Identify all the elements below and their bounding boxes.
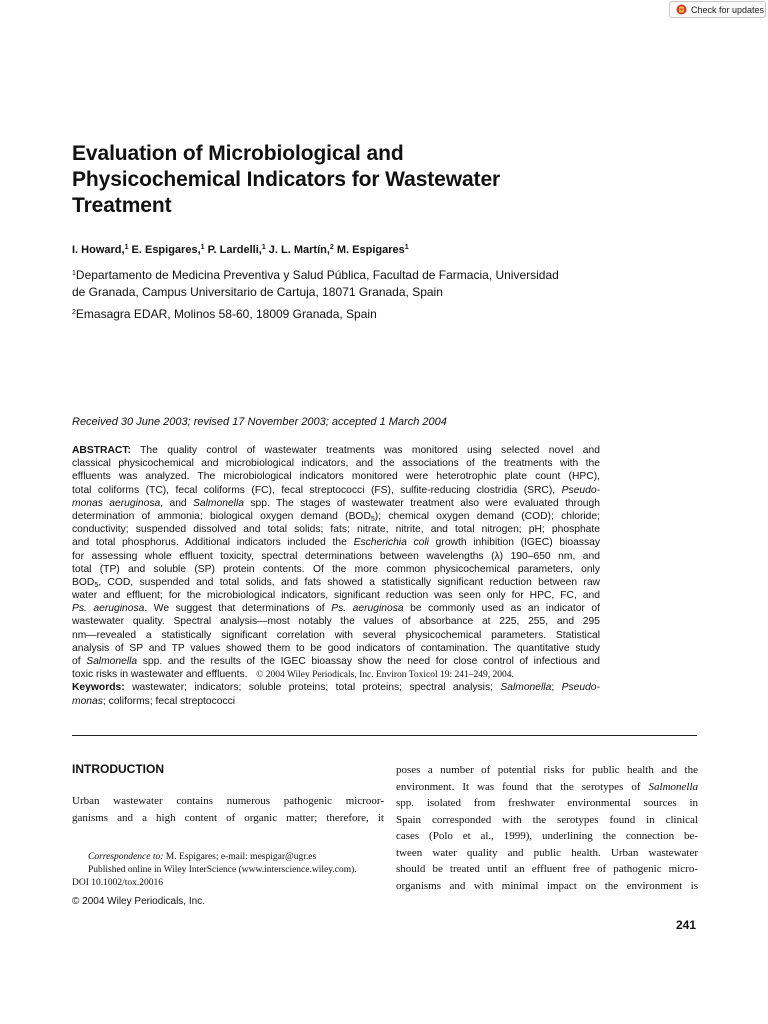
affiliation-text: de Granada, Campus Universitario de Cartuja, 18071 Granada, Spain bbox=[72, 285, 443, 299]
body-text: ganisms and a high content of organic matter; therefore, it bbox=[72, 811, 384, 824]
affiliation-mark: 1 bbox=[261, 244, 266, 251]
affiliation-mark: 2 bbox=[329, 244, 334, 251]
abstract-text: water and effluent; for the microbiological indicators, significant reduction was seen only for HPC, FC, and bbox=[72, 590, 600, 602]
abstract-italic: monas aeruginosa bbox=[72, 497, 161, 509]
abstract-text: total coliforms (TC), fecal coliforms (FC), fecal streptococci (FS), sulfite-reducing clostridia (SRC), bbox=[72, 484, 556, 496]
author-list bbox=[72, 244, 409, 256]
body-text: organisms and with minimal impact on the environment is bbox=[396, 879, 698, 892]
abstract-text: , and bbox=[160, 497, 187, 509]
keyword-italic: Salmonella bbox=[500, 682, 552, 694]
abstract-text: spp. The stages of wastewater treatment also were evaluated through bbox=[250, 497, 600, 509]
abstract-text: . We suggest that determinations of bbox=[144, 603, 325, 615]
title-line: Physicochemical Indicators for Wastewater bbox=[72, 168, 501, 191]
check-for-updates-label: Check for updates bbox=[691, 4, 765, 15]
body-text: environment. It was found that the serotypes of bbox=[396, 780, 641, 793]
abstract-text: spp. and the results of the IGEC bioassay show the need for close control of infectious and bbox=[142, 656, 600, 667]
article-title bbox=[72, 141, 632, 219]
author-name: E. Espigares, bbox=[131, 244, 201, 256]
doi: DOI 10.1002/tox.20016 bbox=[72, 878, 164, 888]
page-number: 241 bbox=[676, 918, 697, 932]
affiliation-mark: 1 bbox=[72, 270, 76, 277]
author-name: J. L. Martín, bbox=[268, 244, 330, 256]
abstract-italic: Salmonella bbox=[86, 656, 138, 667]
abstract-text: toxic risks in wastewater and effluents. bbox=[72, 669, 248, 681]
subscript: 5 bbox=[94, 581, 99, 589]
abstract-italic: Ps. aeruginosa bbox=[72, 603, 145, 615]
intro-right-column bbox=[396, 762, 698, 894]
affiliation-2 bbox=[72, 306, 377, 323]
author-name: M. Espigares bbox=[336, 244, 405, 256]
body-text: spp. isolated from freshwater environmental sources in bbox=[396, 797, 698, 809]
abstract-text: BOD bbox=[72, 576, 95, 588]
section-divider bbox=[72, 735, 697, 736]
copyright: © 2004 Wiley Periodicals, Inc. bbox=[72, 896, 205, 907]
body-text: Spain corresponded with the serotypes found in clinical bbox=[396, 813, 698, 826]
abstract-text: be commonly used as an indicator of bbox=[410, 603, 600, 615]
abstract-text: effluents was analyzed. The microbiological indicators monitored were heterotrophic plate count (HPC), bbox=[72, 471, 600, 483]
correspondence-footnote bbox=[72, 851, 384, 890]
abstract-italic: Escherichia coli bbox=[353, 537, 429, 549]
affiliation-mark: 1 bbox=[124, 244, 129, 251]
intro-left-column bbox=[72, 793, 384, 826]
body-italic: Salmonella bbox=[648, 780, 699, 793]
abstract-text: wastewater quality. Spectral analysis—most notably the values of absorbance at 225, 255, and 295 bbox=[72, 616, 600, 628]
abstract-text: for assessing whole effluent toxicity, spectral determinations between wavelengths (λ) 190–650 nm, and bbox=[72, 550, 600, 562]
body-text: tween water quality and public health. Urban wastewater bbox=[396, 846, 698, 859]
abstract-italic: Ps. aeruginosa bbox=[331, 603, 404, 615]
affiliation-mark: 1 bbox=[200, 244, 205, 251]
abstract-label: ABSTRACT: bbox=[72, 445, 131, 456]
abstract-italic: Salmonella bbox=[193, 497, 244, 509]
abstract-text: determination of ammonia; biological oxygen demand (BOD bbox=[72, 510, 371, 522]
abstract-text: analysis of SP and TP values showed them to be good indicators of contamination. The quantitative study bbox=[72, 642, 600, 654]
abstract-text: growth inhibition (IGEC) bioassay bbox=[435, 537, 600, 549]
abstract-text: ); chemical oxygen demand (COD); chloride; bbox=[374, 510, 600, 522]
author-name: I. Howard, bbox=[72, 244, 125, 256]
abstract-text: and total phosphorus. Additional indicators included the bbox=[72, 537, 347, 549]
affiliation-mark: 2 bbox=[72, 309, 76, 316]
introduction-heading: INTRODUCTION bbox=[72, 762, 164, 776]
abstract-text: nm—revealed a statistically significant correlation with several physicochemical parameters. Statistical bbox=[72, 629, 600, 641]
published-online: Published online in Wiley InterScience (www.interscience.wiley.com). bbox=[88, 865, 357, 875]
author-name: P. Lardelli, bbox=[207, 244, 262, 256]
affiliation-text: Emasagra EDAR, Molinos 58-60, 18009 Granada, Spain bbox=[75, 307, 377, 321]
keyword-separator: ; bbox=[551, 682, 555, 694]
abstract-text: total (TP) and soluble (SP) protein contents. Of the more common physicochemical parameters, only bbox=[72, 563, 600, 575]
body-text: poses a number of potential risks for public health and the bbox=[396, 764, 698, 776]
abstract-text: classical physicochemical and microbiological indicators, and the associations of the treatments with the bbox=[72, 458, 600, 470]
affiliation-1 bbox=[72, 267, 559, 301]
crossmark-icon bbox=[676, 4, 687, 15]
title-line: Evaluation of Microbiological and bbox=[72, 142, 404, 165]
title-line: Treatment bbox=[72, 194, 172, 217]
body-text: cases (Polo et al., 1999), underlining the connection be- bbox=[396, 830, 698, 842]
received-dates: Received 30 June 2003; revised 17 November 2003; accepted 1 March 2004 bbox=[72, 416, 447, 428]
body-text: should be treated until an effluent free of pathogenic micro- bbox=[396, 863, 698, 875]
abstract-text: conductivity; suspended dissolved and total solids; fats; nitrate, nitrite, and total nitrogen; pH; phosphate bbox=[72, 524, 600, 536]
keyword-italic: Pseudo- bbox=[561, 682, 600, 694]
affiliation-text: Departamento de Medicina Preventiva y Salud Pública, Facultad de Farmacia, Universidad bbox=[75, 268, 559, 282]
abstract-text: of bbox=[72, 656, 81, 667]
subscript: 5 bbox=[370, 515, 375, 523]
keywords-label: Keywords: bbox=[72, 682, 125, 694]
keywords-text: wastewater; indicators; soluble proteins; total proteins; spectral analysis; bbox=[132, 682, 493, 694]
correspondence-text: M. Espigares; e-mail: mespigar@ugr.es bbox=[165, 852, 317, 862]
affiliation-mark: 1 bbox=[404, 244, 409, 251]
correspondence-label: Correspondence to: bbox=[88, 852, 164, 862]
abstract-text: , COD, suspended and total solids, and fats showed a statistically significant reduction between raw bbox=[98, 576, 600, 588]
abstract-text: The quality control of wastewater treatments was monitored using selected novel and bbox=[140, 445, 600, 456]
keywords-text: ; coliforms; fecal streptococci bbox=[102, 695, 236, 707]
keyword-italic: monas bbox=[72, 695, 103, 707]
body-text: Urban wastewater contains numerous pathogenic microor- bbox=[72, 795, 384, 807]
abstract bbox=[72, 444, 600, 708]
check-for-updates-button[interactable] bbox=[669, 1, 766, 18]
abstract-italic: Pseudo- bbox=[561, 484, 600, 496]
journal-citation: © 2004 Wiley Periodicals, Inc. Environ Toxicol 19: 241–249, 2004. bbox=[256, 670, 514, 681]
